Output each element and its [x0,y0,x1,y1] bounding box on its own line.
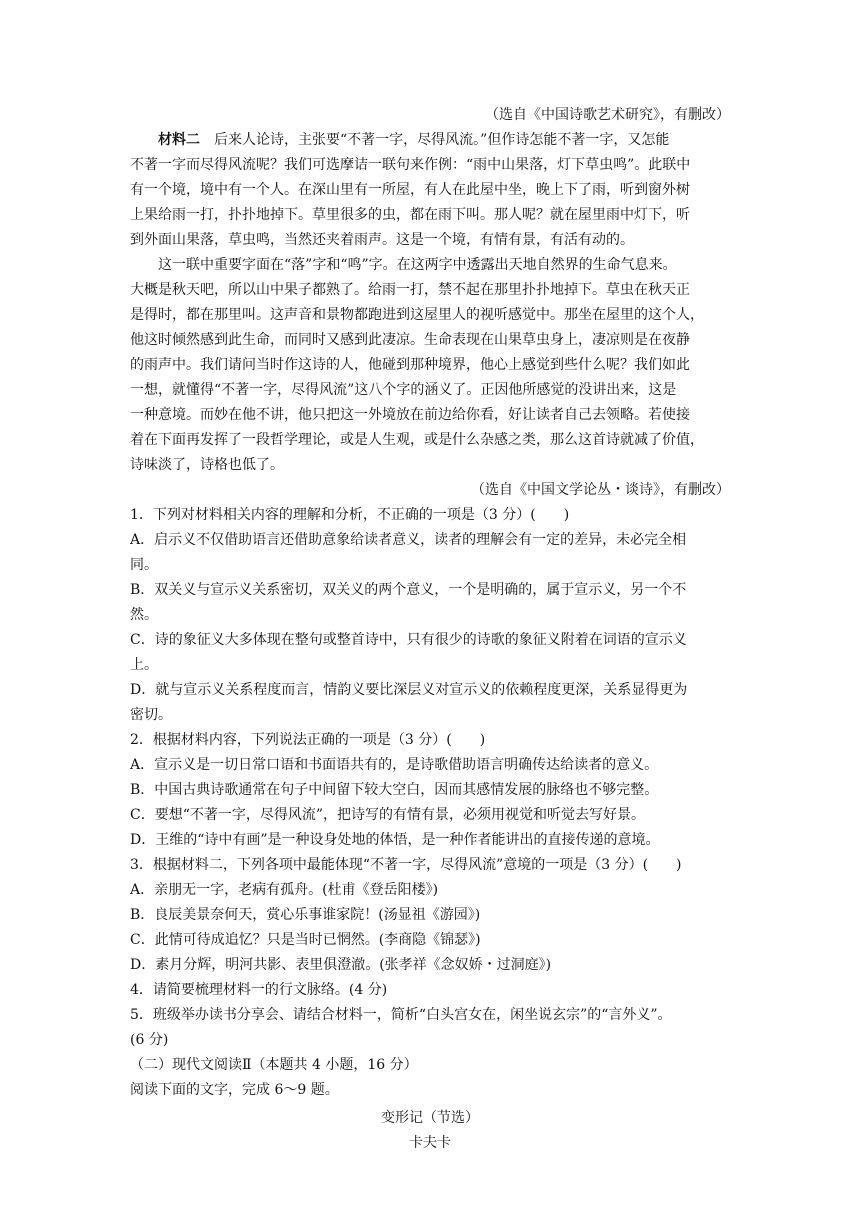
question-line: B．中国古典诗歌通常在句子中间留下较大空白，因而其感情发展的脉络也不够完整。 [130,782,659,798]
question-line: 同。 [130,557,158,573]
material-two-line: 后来人论诗，主张要“不著一字，尽得风流。”但作诗怎能不著一字，又怎能 [214,132,670,148]
reading-title: 变形记（节选） [381,1110,479,1126]
material-two-line: 大概是秋天吧，所以山中果子都熟了。给雨一打，禁不起在那里扑扑地掉下。草虫在秋天正 [130,282,690,298]
question-line: C．此情可待成追忆？只是当时已惘然。(李商隐《锦瑟》) [130,932,481,948]
material-two-label: 材料二 [158,132,200,148]
question-line: B．双关义与宣示义关系密切，双关义的两个意义，一个是明确的，属于宣示义，另一个不 [130,582,687,598]
material-two-line: 这一联中重要字面在“落”字和“鸣”字。在这两字中透露出天地自然界的生命气息来。 [158,257,677,273]
material-two-source: （选自《中国文学论丛・谈诗》，有删改） [471,482,730,498]
material-two-line: 有一个境，境中有一个人。在深山里有一所屋，有人在此屋中坐，晚上下了雨，听到窗外树 [130,182,690,198]
material-two-line: 诗味淡了，诗格也低了。 [130,457,284,473]
question-line: D．就与宣示义关系程度而言，情韵义要比深层义对宣示义的依赖程度更深，关系显得更为 [130,682,688,698]
question-line: 阅读下面的文字，完成 6～9 题。 [130,1082,339,1098]
material-two-line: 一种意境。而妙在他不讲，他只把这一外境放在前边给你看，好让读者自己去领略。若使接 [130,407,690,423]
material-two-line: 上果给雨一打，扑扑地掉下。草里很多的虫，都在雨下叫。那人呢？就在屋里雨中灯下，听 [130,207,690,223]
question-line: 4．请简要梳理材料一的行文脉络。(4 分) [130,982,388,998]
question-line: A．亲朋无一字，老病有孤舟。(杜甫《登岳阳楼》) [130,882,439,898]
question-line: 密切。 [130,707,172,723]
material-two-line: 不著一字而尽得风流呢？我们可选摩诘一联句来作例：“雨中山果落，灯下草虫鸣”。此联中 [130,157,691,173]
material-two-line: 他这时倾然感到此生命，而同时又感到此凄凉。生命表现在山果草虫身上，凄凉则是在夜静 [130,332,690,348]
question-line: C．要想“不著一字，尽得风流”，把诗写的有情有景，必须用视觉和听觉去写好景。 [130,807,646,823]
question-line: 2．根据材料内容，下列说法正确的一项是（3 分）( ) [130,732,486,748]
question-line: A．宣示义是一切日常口语和书面语共有的，是诗歌借助语言明确传达给读者的意义。 [130,757,659,773]
material-one-source: （选自《中国诗歌艺术研究》，有删改） [485,107,730,123]
question-line: （二）现代文阅读Ⅱ（本题共 4 小题，16 分） [130,1057,418,1073]
question-line: A．启示义不仅借助语言还借助意象给读者意义，读者的理解会有一定的差异，未必完全相 [130,532,687,548]
question-line: D．素月分辉，明河共影、表里俱澄澈。(张孝祥《念奴娇・过洞庭》) [130,957,552,973]
material-two-line: 一想，就懂得“不著一字，尽得风流”这八个字的涵义了。正因他所感觉的没讲出来，这是 [130,382,677,398]
question-line: (6 分) [130,1032,169,1048]
question-line: 1．下列对材料相关内容的理解和分析，不正确的一项是（3 分）( ) [130,507,570,523]
question-line: 5．班级举办读书分享会、请结合材料一，简析“白头宫女在，闲坐说玄宗”的“言外义”。 [130,1007,672,1023]
question-line: 然。 [130,607,158,623]
question-line: 上。 [130,657,158,673]
material-two-line: 到外面山果落，草虫鸣，当然还夹着雨声。这是一个境，有情有景，有活有动的。 [130,232,634,248]
question-line: B．良辰美景奈何天，赏心乐事谁家院！(汤显祖《游园》) [130,907,481,923]
reading-author: 卡夫卡 [409,1135,451,1151]
question-line: C．诗的象征义大多体现在整句或整首诗中，只有很少的诗歌的象征义附着在词语的宣示义 [130,632,687,648]
material-two-first-line [130,128,730,153]
question-line: 3．根据材料二，下列各项中最能体现“不著一字，尽得风流”意境的一项是（3 分）( ) [130,857,682,873]
material-two-line: 是得时，都在那里叫。这声音和景物都跑进到这屋里人的视听感觉中。那坐在屋里的这个人， [130,307,704,323]
material-two-line: 着在下面再发挥了一段哲学理论，或是人生观，或是什么杂感之类，那么这首诗就减了价值， [130,432,704,448]
question-line: D．王维的“诗中有画”是一种设身处地的体悟，是一种作者能讲出的直接传递的意境。 [130,832,660,848]
material-two-line: 的雨声中。我们请问当时作这诗的人，他碰到那种境界，他心上感觉到些什么呢？我们如此 [130,357,690,373]
